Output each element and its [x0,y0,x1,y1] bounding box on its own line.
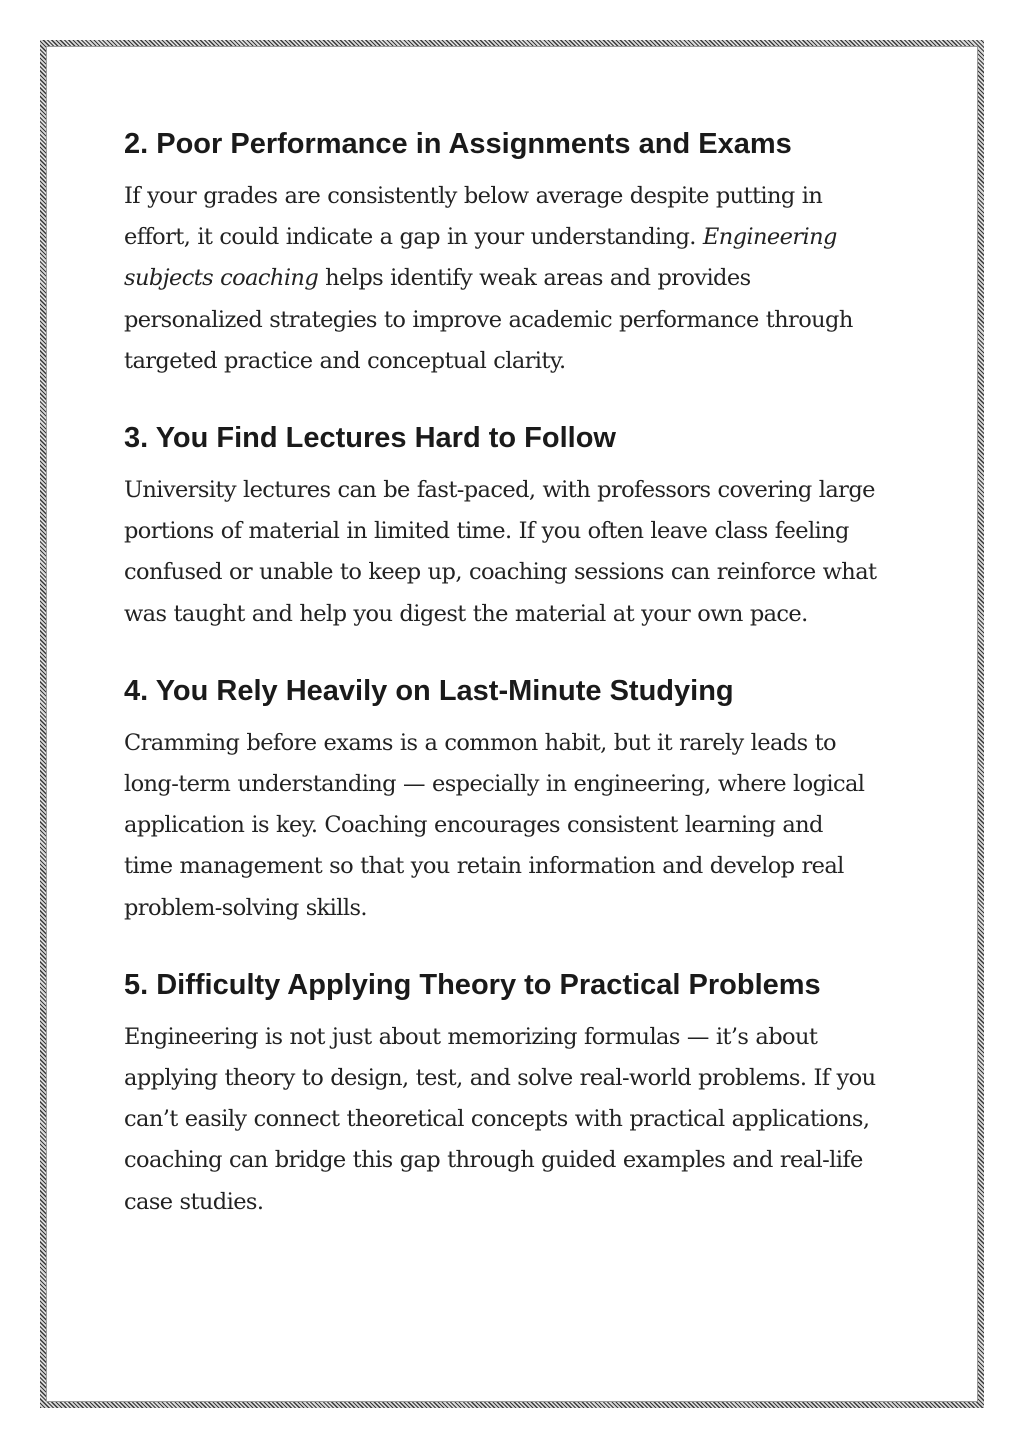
paragraph-line [124,258,914,299]
text-run: time management so that you retain information and develop real [124,853,844,880]
section-heading: 3. You Find Lectures Hard to Follow [124,422,616,455]
paragraph-line [124,723,914,764]
section-lectures-hard [124,416,914,635]
text-run: problem-solving skills. [124,894,367,921]
section-last-minute-studying [124,669,914,929]
text-run: applying theory to design, test, and solve real-world problems. If you [124,1065,876,1092]
paragraph-line [124,1099,914,1140]
text-run: personalized strategies to improve academic performance through [124,306,853,333]
paragraph-line [124,1140,914,1181]
italic-text: Engineering [702,224,837,251]
paragraph-line [124,300,914,341]
text-run: Cramming before exams is a common habit, but it rarely leads to [124,729,836,756]
text-run: can’t easily connect theoretical concepts with practical applications, [124,1106,870,1133]
paragraph-line [124,805,914,846]
italic-text: subjects coaching [124,265,319,292]
text-run: long-term understanding — especially in engineering, where logical [124,771,865,798]
paragraph-line [124,764,914,805]
text-run: portions of material in limited time. If you often leave class feeling [124,518,849,545]
paragraph-line [124,594,914,635]
paragraph-line [124,470,914,511]
paragraph-line [124,1058,914,1099]
text-run: helps identify weak areas and provides [318,265,751,292]
text-run: University lectures can be fast-paced, with professors covering large [124,477,875,504]
paragraph-line [124,511,914,552]
paragraph-line [124,341,914,382]
section-heading: 5. Difficulty Applying Theory to Practical Problems [124,968,821,1001]
section-theory-to-practice [124,963,914,1223]
text-run: Engineering is not just about memorizing formulas — it’s about [124,1023,818,1050]
section-paragraph [124,176,914,382]
text-run: effort, it could indicate a gap in your understanding. [124,224,703,251]
text-run: confused or unable to keep up, coaching sessions can reinforce what [124,559,877,586]
section-heading: 2. Poor Performance in Assignments and Exams [124,128,792,160]
section-paragraph [124,1017,914,1223]
paragraph-line [124,846,914,887]
text-run: targeted practice and conceptual clarity. [124,347,566,374]
text-run: was taught and help you digest the material at your own pace. [124,600,808,627]
text-run: application is key. Coaching encourages consistent learning and [124,812,823,839]
paragraph-line [124,552,914,593]
document-content [124,122,914,1257]
section-paragraph [124,470,914,635]
paragraph-line [124,217,914,258]
paragraph-line [124,176,914,217]
section-paragraph [124,723,914,929]
paragraph-line [124,1182,914,1223]
text-run: If your grades are consistently below average despite putting in [124,183,823,209]
section-poor-performance [124,122,914,382]
section-heading: 4. You Rely Heavily on Last-Minute Studying [124,674,734,707]
paragraph-line [124,1017,914,1058]
paragraph-line [124,888,914,929]
text-run: coaching can bridge this gap through guided examples and real-life [124,1147,863,1174]
text-run: case studies. [124,1188,264,1215]
